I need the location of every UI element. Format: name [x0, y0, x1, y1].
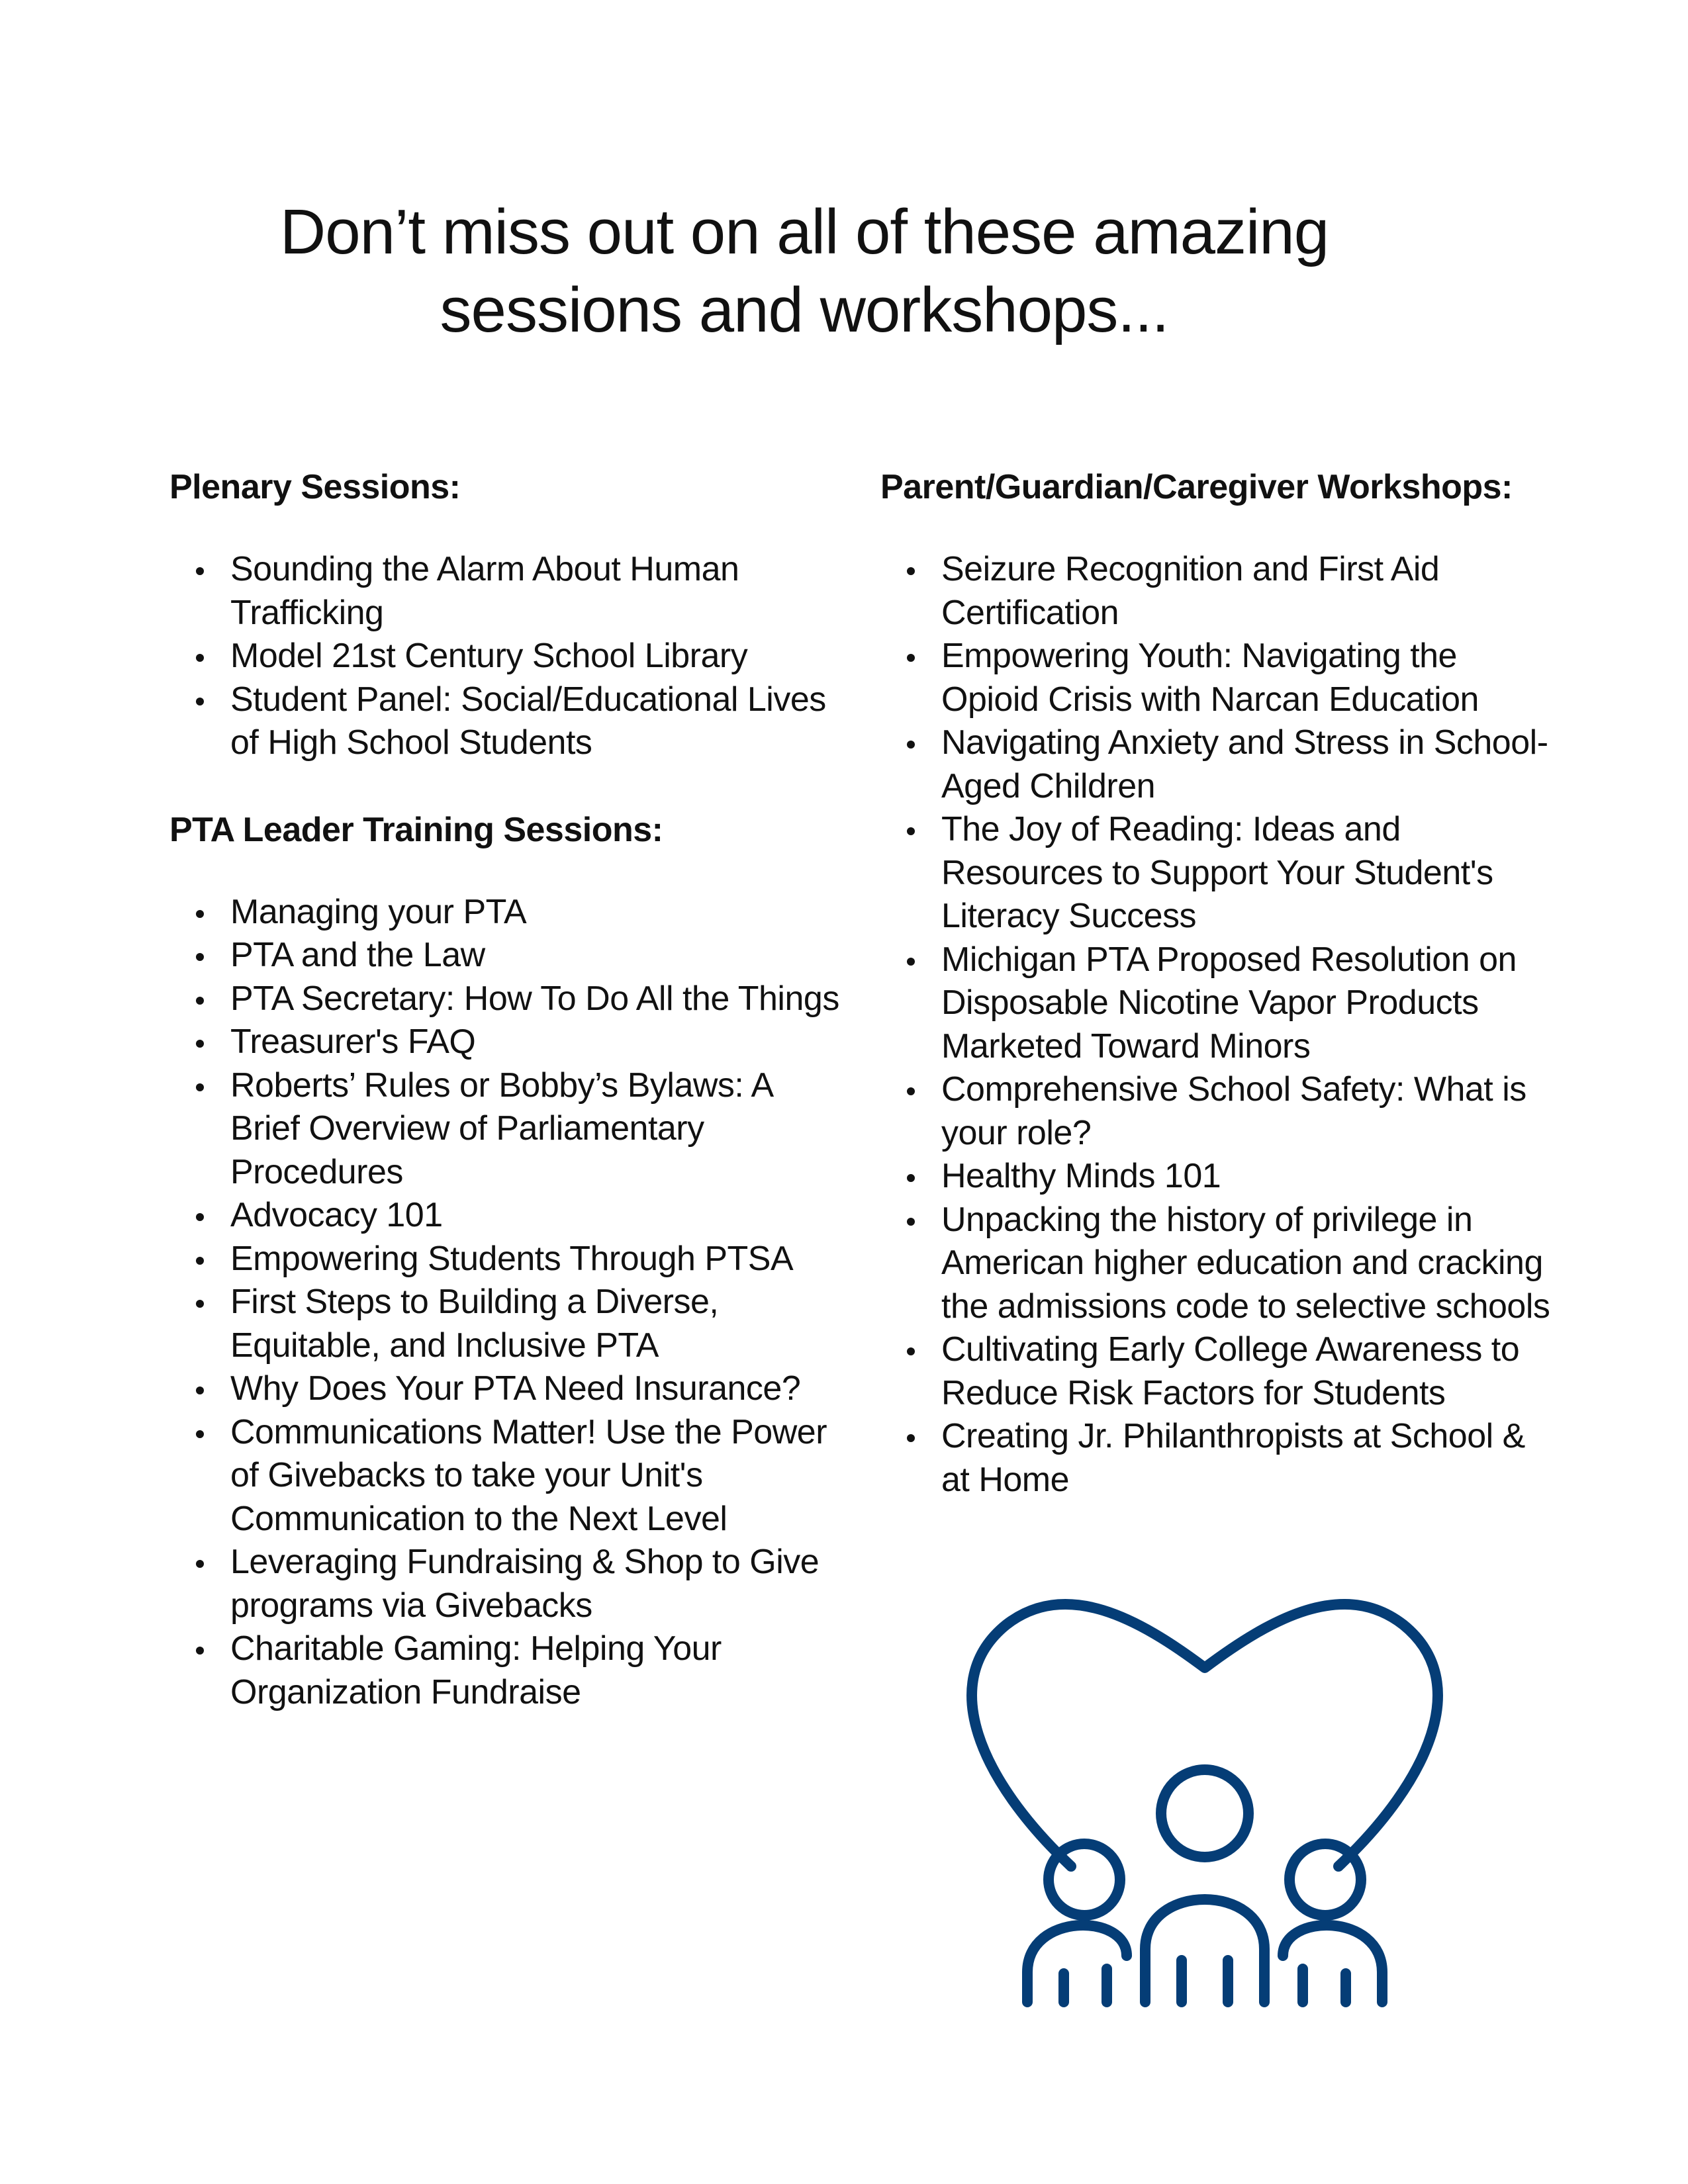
right-column [880, 465, 1556, 1502]
list-item: Empowering Students Through PTSA [169, 1238, 845, 1281]
list-item: Why Does Your PTA Need Insurance? [169, 1367, 845, 1411]
left-column [169, 465, 845, 1714]
list-item: Leveraging Fundraising & Shop to Give programs via Givebacks [169, 1541, 845, 1627]
right-head [1289, 1844, 1361, 1915]
leader-training-list [169, 891, 845, 1715]
list-item: Charitable Gaming: Helping Your Organization Fundraise [169, 1627, 845, 1714]
center-head [1161, 1770, 1248, 1857]
page-title [0, 193, 1609, 349]
page-title-line-2: sessions and workshops... [440, 275, 1169, 345]
center-body [1145, 1899, 1264, 2002]
list-item: Model 21st Century School Library [169, 635, 845, 678]
heart-outline [972, 1604, 1438, 1866]
list-item: Communications Matter! Use the Power of Givebacks to take your Unit's Communication to the Next Level [169, 1411, 845, 1541]
list-item: Creating Jr. Philanthropists at School & at Home [880, 1415, 1556, 1502]
list-item: Sounding the Alarm About Human Trafficking [169, 548, 845, 635]
list-item: Healthy Minds 101 [880, 1155, 1556, 1199]
list-item: Comprehensive School Safety: What is your role? [880, 1068, 1556, 1155]
list-item: Navigating Anxiety and Stress in School-Aged Children [880, 721, 1556, 808]
list-item: Cultivating Early College Awareness to Reduce Risk Factors for Students [880, 1328, 1556, 1415]
leader-training-heading: PTA Leader Training Sessions: [169, 810, 663, 849]
parent-workshops-list [880, 548, 1556, 1502]
list-item: PTA and the Law [169, 934, 845, 978]
list-item: Roberts’ Rules or Bobby’s Bylaws: A Brief Overview of Parliamentary Procedures [169, 1064, 845, 1195]
list-item: PTA Secretary: How To Do All the Things [169, 978, 845, 1021]
list-item: First Steps to Building a Diverse, Equitable, and Inclusive PTA [169, 1281, 845, 1367]
plenary-list [169, 548, 845, 765]
left-head [1049, 1844, 1120, 1915]
list-item: Student Panel: Social/Educational Lives of High School Students [169, 678, 845, 765]
parent-workshops-heading: Parent/Guardian/Caregiver Workshops: [880, 468, 1513, 506]
list-item: Empowering Youth: Navigating the Opioid Crisis with Narcan Education [880, 635, 1556, 721]
family-heart-icon [953, 1588, 1456, 2025]
page-title-line-1: Don’t miss out on all of these amazing [279, 197, 1329, 267]
list-item: Seizure Recognition and First Aid Certification [880, 548, 1556, 635]
plenary-heading: Plenary Sessions: [169, 468, 461, 506]
list-item: Managing your PTA [169, 891, 845, 934]
list-item: Unpacking the history of privilege in American higher education and cracking the admissions code to selective schools [880, 1199, 1556, 1329]
list-item: Advocacy 101 [169, 1194, 845, 1238]
list-item: Treasurer's FAQ [169, 1021, 845, 1064]
list-item: The Joy of Reading: Ideas and Resources to Support Your Student's Literacy Success [880, 808, 1556, 938]
list-item: Michigan PTA Proposed Resolution on Disposable Nicotine Vapor Products Marketed Toward Minors [880, 938, 1556, 1069]
